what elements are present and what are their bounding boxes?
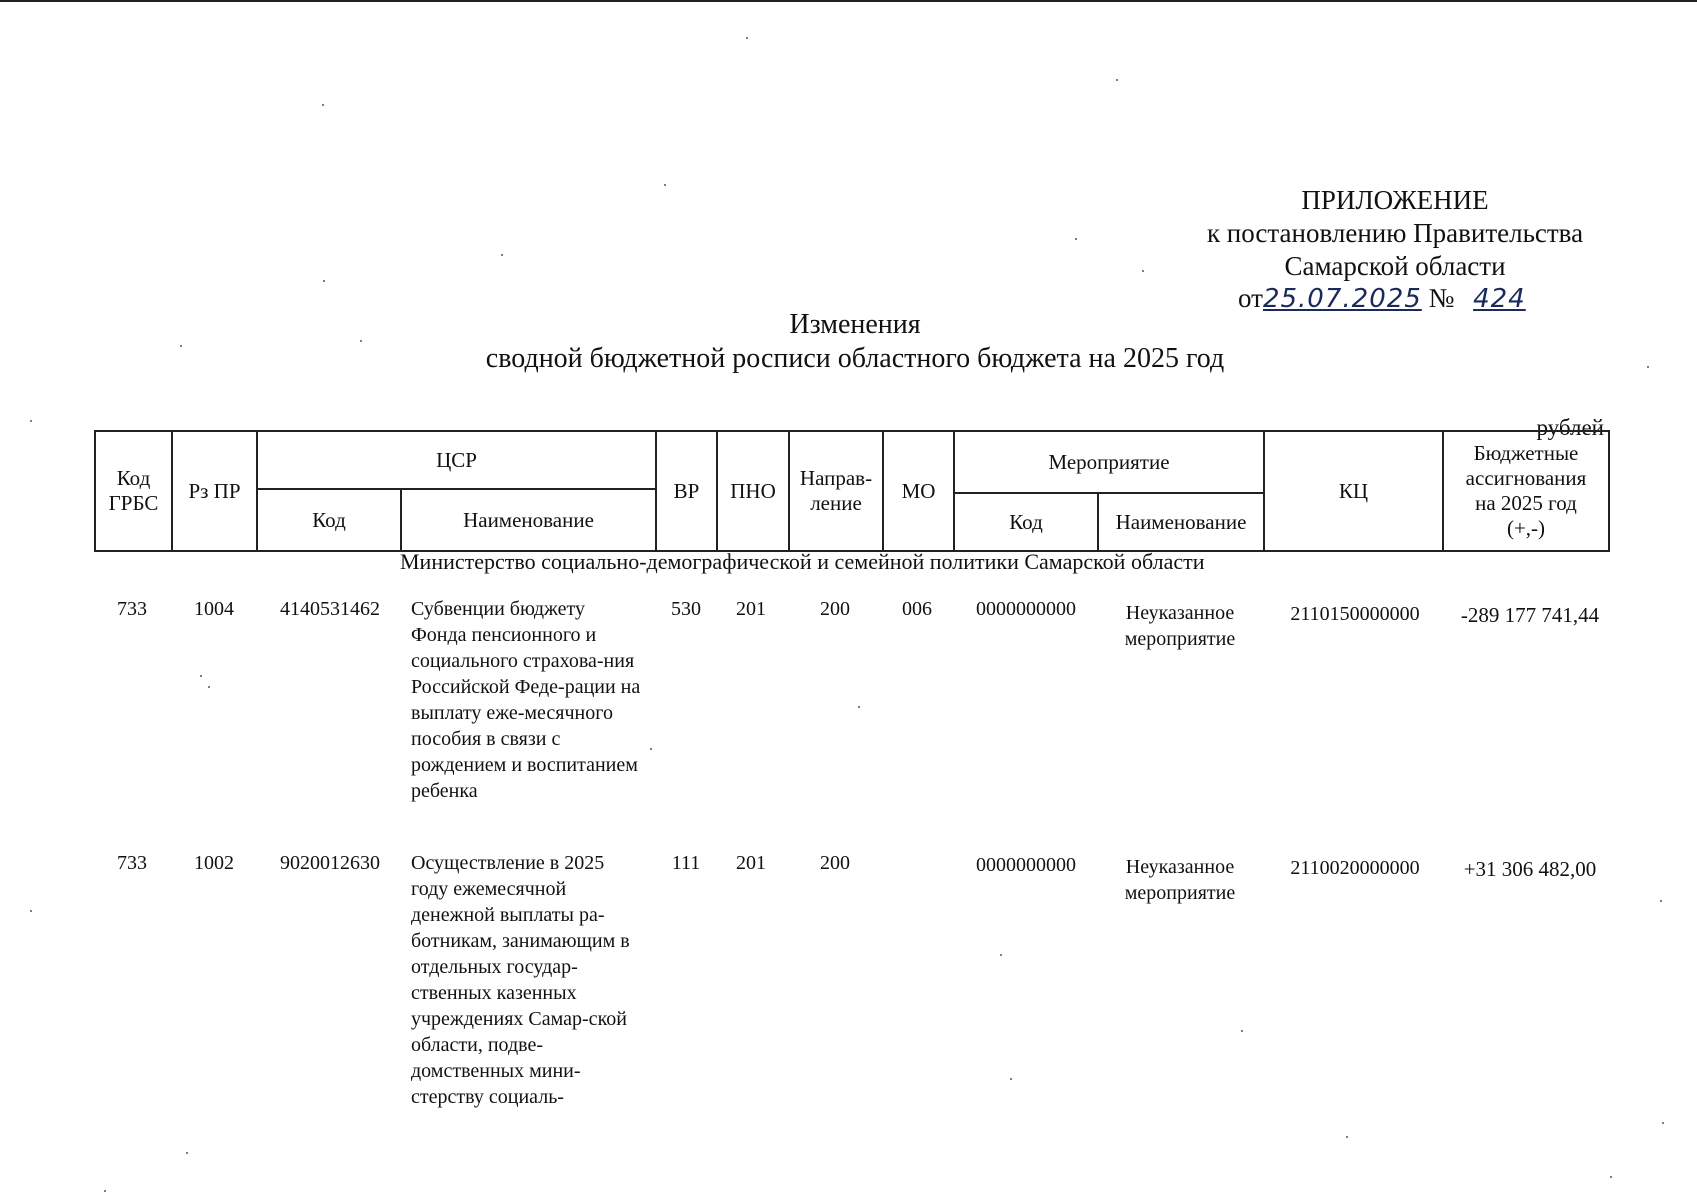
appendix-line1: к постановлению Правительства (1206, 218, 1584, 248)
header-vr: ВР (673, 478, 700, 503)
cell-kc: 2110150000000 (1290, 603, 1420, 625)
cell-csr-code: 9020012630 (280, 852, 380, 874)
header-csr: ЦСР (436, 447, 477, 472)
handwritten-date: 25.07.2025 (1262, 284, 1422, 314)
date-prefix: от (1238, 283, 1263, 313)
header-amount: Бюджетные ассигнования на 2025 год (+,-) (1465, 441, 1587, 540)
cell-csr-code: 4140531462 (280, 598, 380, 620)
cell-kc: 2110020000000 (1290, 857, 1420, 879)
cell-event-code: 0000000000 (976, 598, 1076, 620)
appendix-block (1170, 184, 1620, 283)
cell-pno: 201 (736, 852, 766, 874)
title-line2: сводной бюджетной росписи областного бюджета на 2025 год (485, 343, 1225, 374)
handwritten-number: 424 (1473, 284, 1526, 314)
units-label: рублей (1536, 415, 1604, 440)
header-csr-code: Код (312, 507, 346, 532)
cell-rz-pr: 1002 (194, 852, 234, 874)
cell-amount: +31 306 482,00 (1463, 857, 1597, 881)
top-border-line (0, 0, 1697, 2)
cell-event-name: Неуказанное мероприятие (1124, 856, 1236, 904)
appendix-title: ПРИЛОЖЕНИЕ (1301, 185, 1489, 215)
appendix-line2: Самарской области (1284, 251, 1506, 281)
ministry-heading: Министерство социально-демографической и семейной политики Самарской области (400, 549, 1205, 574)
header-event-code: Код (1009, 509, 1043, 534)
cell-vr: 111 (671, 852, 701, 874)
header-mo: МО (901, 478, 936, 503)
cell-grbs: 733 (117, 852, 147, 874)
cell-event-name: Неуказанное мероприятие (1124, 602, 1236, 650)
header-kc: КЦ (1338, 478, 1369, 503)
number-prefix: № (1428, 283, 1455, 313)
appendix-date-number (1238, 282, 1538, 316)
cell-rz-pr: 1004 (194, 598, 234, 620)
header-csr-name: Наименование (463, 507, 594, 532)
header-pno: ПНО (730, 478, 776, 503)
cell-amount: -289 177 741,44 (1460, 603, 1600, 627)
cell-vr: 530 (671, 598, 701, 620)
cell-csr-name: Субвенции бюджету Фонда пенсионного и социального страхова-ния Российской Феде-рации на выплату еже-месячного пособия в связи с рождением и воспитанием ребенка (411, 598, 641, 802)
header-grbs: Код ГРБС (108, 466, 159, 515)
header-rz-pr: Рз ПР (188, 478, 241, 503)
cell-mo: 006 (902, 598, 932, 620)
cell-event-code: 0000000000 (976, 854, 1076, 876)
cell-direction: 200 (820, 852, 850, 874)
title-line1: Изменения (789, 309, 921, 340)
cell-pno: 201 (736, 598, 766, 620)
cell-csr-name: Осуществление в 2025 году ежемесячной денежной выплаты ра-ботникам, занимающим в отдельных государ-ственных казенных учреждениях Самар-ской области, подве-домственных мини-стерству социаль- (411, 852, 630, 1108)
cell-direction: 200 (820, 598, 850, 620)
header-event-name: Наименование (1115, 509, 1247, 534)
header-event: Мероприятие (1048, 449, 1170, 474)
document-title (430, 308, 1280, 376)
cell-grbs: 733 (117, 598, 147, 620)
header-direction: Направ-ление (799, 466, 873, 515)
